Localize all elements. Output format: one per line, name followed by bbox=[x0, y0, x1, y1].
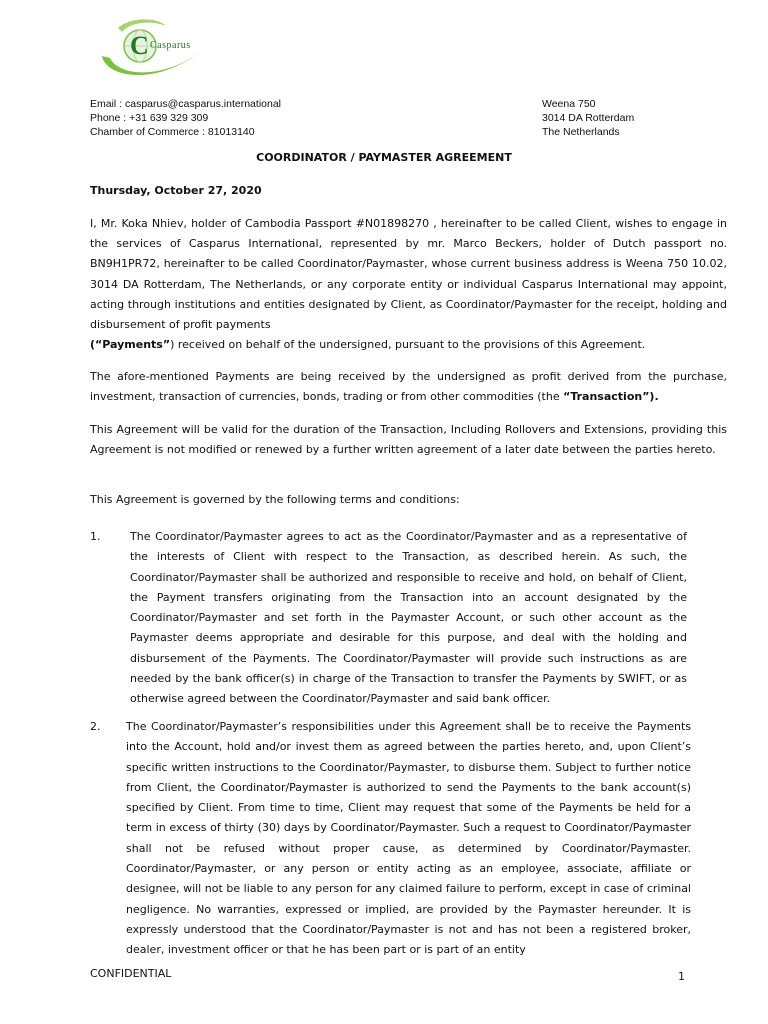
address-line-1: Weena 750 bbox=[542, 98, 596, 110]
terms-intro-paragraph: This Agreement is governed by the following terms and conditions: bbox=[90, 493, 460, 506]
intro-end-text: ) received on behalf of the undersigned, pursuant to the provisions of this Agreement. bbox=[170, 338, 646, 352]
document-date: Thursday, October 27, 2020 bbox=[90, 184, 262, 197]
casparus-logo bbox=[96, 16, 216, 86]
payments-term: (“Payments” bbox=[90, 338, 171, 352]
address-line-2: 3014 DA Rotterdam bbox=[542, 112, 635, 124]
logo-text: Casparus bbox=[150, 40, 191, 51]
intro-paragraph bbox=[90, 214, 727, 355]
transaction-text: The afore-mentioned Payments are being received by the undersigned as profit derived from the purchase, investment, transaction of currencies, bonds, trading or from other commodities (the bbox=[90, 370, 727, 404]
intro-text: I, Mr. Koka Nhiev, holder of Cambodia Passport #N01898270 , hereinafter to be called Client, wishes to engage in the services of Casparus International, represented by mr. Marco Beckers, holder of Dutch passport no. BN9H1PR72, hereinafter to be called Coordinator/Paymaster, whose current business address is Weena 750 10.02, 3014 DA Rotterdam, The Netherlands, or any corporate entity or individual Casparus International may appoint, acting through institutions and entities designated by Client, as Coordinator/Paymaster for the receipt, holding and disbursement of profit payments bbox=[90, 217, 727, 332]
confidential-label: CONFIDENTIAL bbox=[90, 967, 172, 980]
address-block bbox=[542, 97, 634, 139]
clause-text: The Coordinator/Paymaster agrees to act as the Coordinator/Paymaster and as a representative of the interests of Client with respect to the Transaction, as described herein. As such, the Coordinator/Paymaster shall be authorized and responsible to receive and hold, on behalf of Client, the Payment transfers originating from the Transaction into an account designated by the Coordinator/Paymaster and set forth in the Paymaster Account, or such other account as the Paymaster deems appropriate and desirable for this purpose, and deal with the holding and disbursement of the Payments. The Coordinator/Paymaster will provide such instructions as are needed by the bank officer(s) in charge of the Transaction to transfer the Payments by SWIFT, or as otherwise agreed between the Coordinator/Paymaster and said bank officer. bbox=[130, 530, 687, 706]
validity-paragraph: This Agreement will be valid for the duration of the Transaction, Including Rollovers and Extensions, providing this Agreement is not modified or renewed by a further written agreement of a later date between the parties hereto. bbox=[90, 423, 727, 457]
transaction-paragraph bbox=[90, 367, 727, 407]
address-line-3: The Netherlands bbox=[542, 126, 620, 138]
clause-number: 1. bbox=[90, 530, 101, 543]
clause-number: 2. bbox=[90, 720, 101, 733]
contact-block bbox=[90, 97, 281, 139]
document-title: COORDINATOR / PAYMASTER AGREEMENT bbox=[256, 151, 512, 164]
chamber-of-commerce-line: Chamber of Commerce : 81013140 bbox=[90, 126, 255, 138]
logo-c-letter: C bbox=[130, 31, 149, 60]
transaction-term: “Transaction”). bbox=[563, 390, 659, 404]
clause-text: The Coordinator/Paymaster’s responsibilities under this Agreement shall be to receive the Payments into the Account, hold and/or invest them as agreed between the parties hereto, and, upon Client’s specific written instructions to the Coordinator/Paymaster, to disburse them. Subject to further notice from Client, the Coordinator/Paymaster is authorized to send the Payments to the bank account(s) specified by Client. From time to time, Client may request that some of the Payments be held for a term in excess of thirty (30) days by Coordinator/Paymaster. Such a request to Coordinator/Paymaster shall not be refused without proper cause, as determined by Coordinator/Paymaster. Coordinator/Paymaster, or any person or entity acting as an employee, associate, affiliate or designee, will not be liable to any person for any claimed failure to perform, except in case of criminal negligence. No warranties, expressed or implied, are provided by the Paymaster hereunder. It is expressly understood that the Coordinator/Paymaster is not and has not been a registered broker, dealer, investment officer or that he has been part or is part of an entity bbox=[126, 720, 691, 957]
phone-line: Phone : +31 639 329 309 bbox=[90, 112, 209, 124]
email-line: Email : casparus@casparus.international bbox=[90, 98, 281, 110]
page-number: 1 bbox=[678, 970, 685, 983]
